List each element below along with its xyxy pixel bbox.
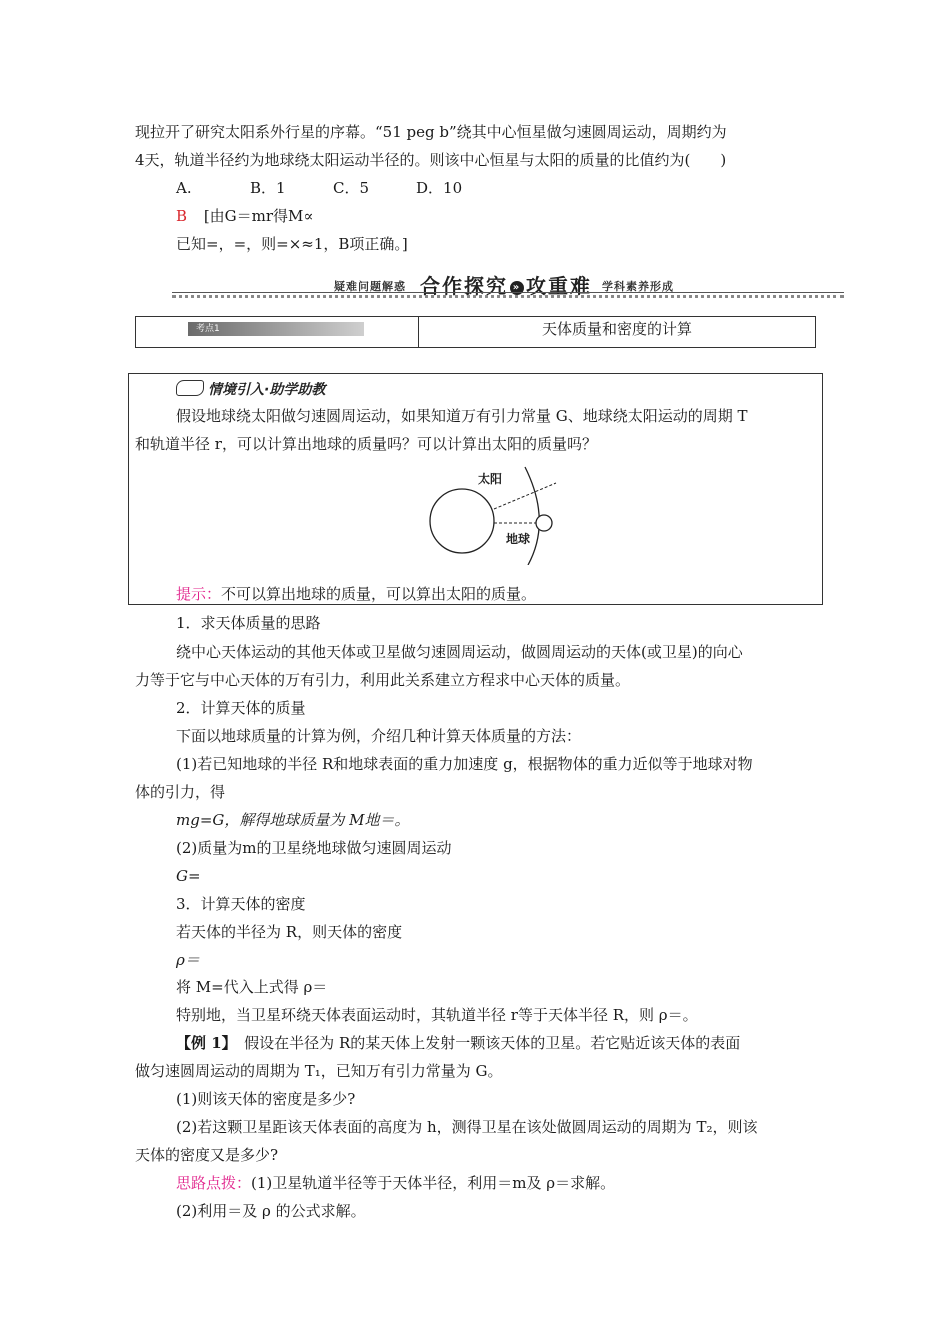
topic-tag-cell [136,317,419,347]
section-1-paragraph-1: 绕中心天体运动的其他天体或卫星做匀速圆周运动，做圆周运动的天体(或卫星)的向心 [176,643,743,661]
section-2-title: 2．计算天体的质量 [176,699,306,717]
tangent-dashed-line [494,483,556,509]
sun-circle [430,489,494,553]
option-a: A. [176,179,192,197]
earth-orbit-arc [525,467,539,565]
section-banner [172,270,844,298]
topic-tag [188,322,364,336]
method-2-line: (2)质量为m的卫星绕地球做匀速圆周运动 [176,839,452,857]
option-d: D．10 [416,179,463,197]
section-1-paragraph-2: 力等于它与中心天体的万有引力，利用此关系建立方程求中心天体的质量。 [135,671,631,689]
topic-tag-label: 考点1 [196,324,220,334]
example-line-2: 做匀速圆周运动的周期为 T₁，已知万有引力常量为 G。 [135,1062,503,1080]
section-2-intro: 下面以地球质量的计算为例，介绍几种计算天体质量的方法： [176,727,582,745]
pointing-hand-icon [176,380,204,396]
topic-table [135,316,816,348]
density-substitution: 将 M=代入上式得 ρ＝ [176,978,328,996]
example-hint-label: 思路点拨： [176,1174,252,1192]
example-label: 【例 1】 [176,1034,230,1052]
earth-circle [536,515,552,531]
hint-label: 提示： [176,585,222,603]
scenario-header-text: 情境引入·助学助教 [208,382,326,398]
sun-earth-diagram [420,465,570,565]
banner-rule [172,292,844,293]
option-b: B．1 [250,179,286,197]
scenario-paragraph-2: 和轨道半径 r，可以计算出地球的质量吗？可以计算出太阳的质量吗？ [135,435,597,453]
example-question-2-line-1: (2)若这颗卫星距该天体表面的高度为 h，测得卫星在该处做圆周运动的周期为 T₂，则该 [176,1118,758,1136]
intro-line-1: 现拉开了研究太阳系外行星的序幕。“51 peg b”绕其中心恒星做匀速圆周运动，周期约为 [135,123,727,141]
scenario-hint [176,584,536,604]
intro-line-2: 4天，轨道半径约为地球绕太阳运动半径的。则该中心恒星与太阳的质量的比值约为( ) [135,151,727,169]
method-1-formula: mg=G，解得地球质量为 M地＝。 [176,811,410,829]
answer-line [176,206,314,226]
earth-label: 地球 [506,532,531,546]
hint-text: 不可以算出地球的质量，可以算出太阳的质量。 [221,585,537,603]
method-1-line-2: 体的引力，得 [135,783,226,801]
banner-right-text: 学科素养形成 [602,280,674,293]
banner-left-text: 疑难问题解惑 [334,280,406,293]
answer-letter: B [176,207,188,225]
density-formula: ρ＝ [176,951,200,969]
banner-main-a: 合作探究 [420,274,508,298]
banner-arrow-icon: » [510,281,524,295]
answer-explanation: [由G＝mr得M∝ [203,207,314,225]
topic-title: 天体质量和密度的计算 [541,320,692,338]
example-hint [176,1173,615,1193]
banner-dotted-rule [172,295,844,298]
answer-line-2: 已知=，=，则=×≈1，B项正确。] [176,235,408,253]
method-2-formula: G= [176,867,201,885]
banner-main-b: 攻重难 [526,274,592,298]
method-1-line-1: (1)若已知地球的半径 R和地球表面的重力加速度 g，根据物体的重力近似等于地球对物 [176,755,753,773]
example-text-1: 假设在半径为 R的某天体上发射一颗该天体的卫星。若它贴近该天体的表面 [229,1034,741,1052]
density-special-case: 特别地，当卫星环绕天体表面运动时，其轨道半径 r等于天体半径 R，则 ρ＝。 [176,1006,698,1024]
section-3-title: 3．计算天体的密度 [176,895,306,913]
sun-label: 太阳 [478,472,503,486]
example-question-1: (1)则该天体的密度是多少? [176,1090,356,1108]
scenario-header [176,379,325,399]
example-question-2-line-2: 天体的密度又是多少? [135,1146,279,1164]
scenario-paragraph-1: 假设地球绕太阳做匀速圆周运动，如果知道万有引力常量 G、地球绕太阳运动的周期 T [176,407,748,425]
example-hint-2: (2)利用＝及 ρ 的公式求解。 [176,1202,366,1220]
example-hint-text: (1)卫星轨道半径等于天体半径，利用＝m及 ρ＝求解。 [251,1174,616,1192]
option-c: C．5 [333,179,370,197]
section-1-title: 1．求天体质量的思路 [176,614,321,632]
section-3-paragraph-1: 若天体的半径为 R，则天体的密度 [176,923,403,941]
example-line-1 [176,1033,740,1053]
